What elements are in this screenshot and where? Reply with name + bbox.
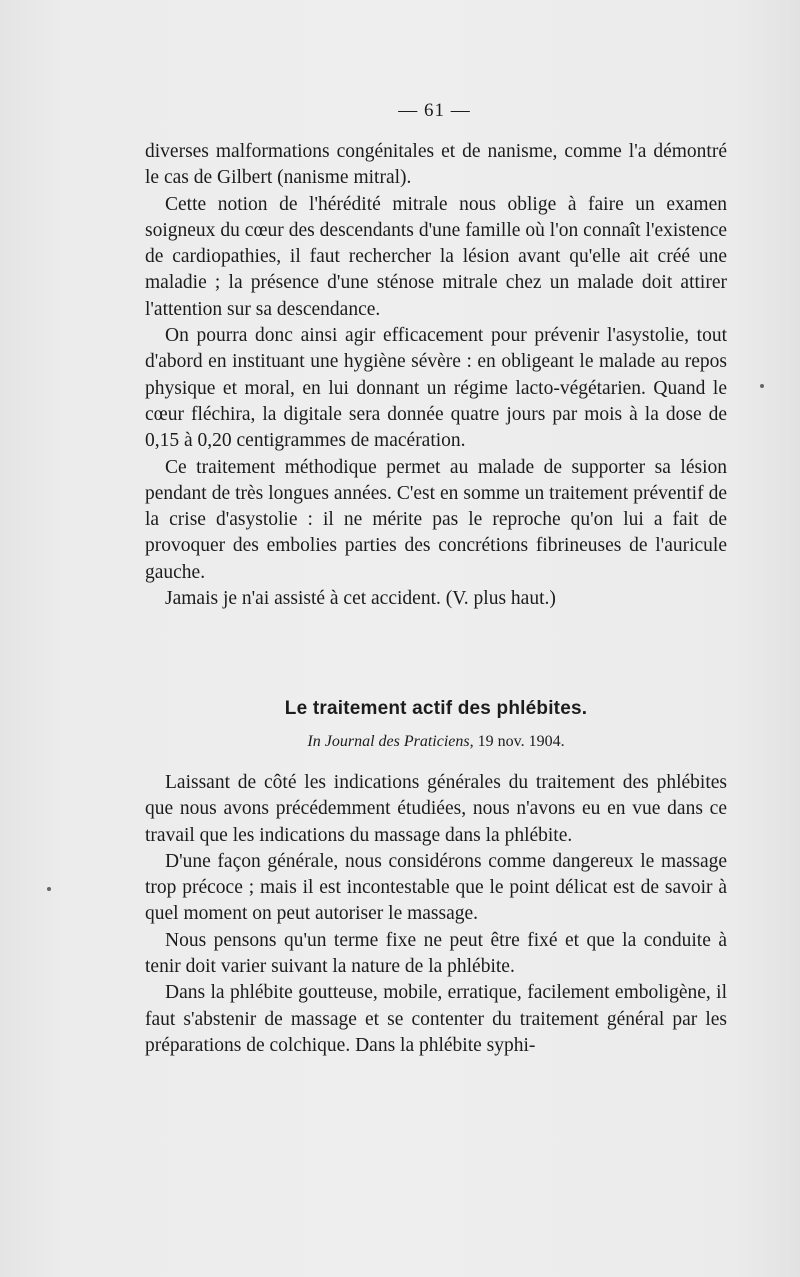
paper-speck — [760, 384, 764, 388]
citation-date: 19 nov. 1904. — [477, 733, 565, 750]
paragraph: Cette notion de l'hérédité mitrale nous oblige à faire un examen soigneux du cœur des descendants d'une famille où l'on connaît l'existence de cardiopathies, il faut rechercher la lésion avant qu'elle ait créé une maladie ; la présence d'une sténose mitrale chez un malade doit attirer l'attention sur sa descendance. — [145, 193, 727, 320]
paragraph: diverses malformations congénitales et de nanisme, comme l'a démontré le cas de Gilbert (nanisme mitral). — [145, 141, 727, 189]
citation-source: In Journal des Praticiens, — [307, 733, 474, 750]
section-title: Le traitement actif des phlébites. — [284, 698, 588, 719]
paragraph: Ce traitement méthodique permet au malade de supporter sa lésion pendant de très longues années. C'est en somme un traitement préventif de la crise d'asystolie : il ne mérite pas le reproche qu'on lui a fait de provoquer des embolies parties des concrétions fibrineuses de l'auricule gauche. — [145, 456, 727, 583]
paragraph: Jamais je n'ai assisté à cet accident. (V. plus haut.) — [165, 588, 556, 610]
paper-speck — [47, 887, 51, 891]
paragraph: Laissant de côté les indications générales du traitement des phlébites que nous avons précédemment étudiées, nous n'avons eu en vue dans ce travail que les indications du massage dans la phlébite. — [145, 772, 727, 846]
paragraph: On pourra donc ainsi agir efficacement pour prévenir l'asystolie, tout d'abord en instituant une hygiène sévère : en obligeant le malade au repos physique et moral, en lui donnant un régime lacto-végétarien. Quand le cœur fléchira, la digitale sera donnée quatre jours par mois à la dose de 0,15 à 0,20 centigrammes de macération. — [145, 325, 727, 452]
paragraph: D'une façon générale, nous considérons comme dangereux le massage trop précoce ; mais il est incontestable que le point délicat est de savoir à quel moment on peut autoriser le massage. — [145, 850, 727, 925]
text-block-phlebites — [145, 770, 727, 1059]
paragraph: Nous pensons qu'un terme fixe ne peut être fixé et que la conduite à tenir doit varier suivant la nature de la phlébite. — [145, 929, 727, 978]
page-number: — 61 — — [398, 100, 471, 121]
paragraph: Dans la phlébite goutteuse, mobile, erratique, facilement emboligène, il faut s'abstenir de massage et se contenter du traitement général par les préparations de colchique. Dans la phlébite syphi- — [145, 982, 727, 1056]
text-block-intro — [145, 139, 727, 612]
citation — [145, 733, 727, 751]
